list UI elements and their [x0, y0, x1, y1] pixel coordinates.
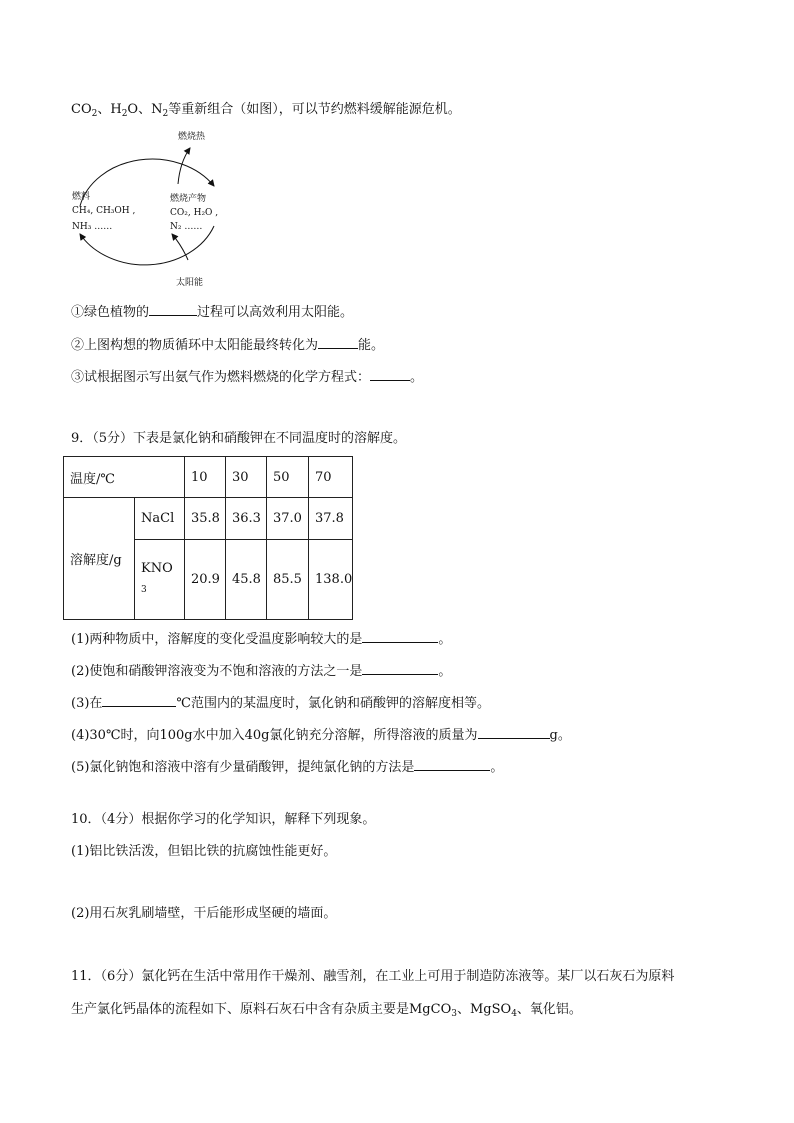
formula-h2o: 、H	[97, 102, 122, 117]
answer-blank[interactable]	[414, 758, 490, 771]
heat-arrow	[178, 148, 190, 184]
q10-title: 10．（4分）根据你学习的化学知识，解释下列现象。	[71, 812, 376, 827]
q9-sub3-text-end: ℃范围内的某温度时，氯化钠和硝酸钾的溶解度相等。	[176, 696, 490, 711]
product-formulas-2: N₂ ……	[170, 222, 203, 232]
subscript: 2	[121, 109, 128, 119]
subscript: 4	[511, 1009, 517, 1019]
q9-title: 9．（5分）下表是氯化钠和硝酸钾在不同温度时的溶解度。	[71, 431, 407, 446]
q11-line2	[71, 1001, 582, 1023]
answer-blank[interactable]	[318, 336, 358, 349]
table-cell: 30	[226, 457, 267, 498]
answer-blank[interactable]	[362, 630, 438, 643]
q8-sub3-text: ③试根据图示写出氨气作为燃料燃烧的化学方程式：	[71, 370, 371, 385]
q9-sub1	[71, 630, 451, 649]
subscript: 2	[162, 109, 169, 119]
subscript: 2	[91, 109, 98, 119]
table-row-label-kno3	[135, 540, 185, 620]
fuel-title: 燃料	[72, 192, 91, 202]
fuel-formulas-1: CH₄, CH₃OH ,	[72, 206, 136, 216]
subscript: 3	[451, 1009, 457, 1019]
q9-sub2-text: (2)使饱和硝酸钾溶液变为不饱和溶液的方法之一是	[71, 664, 363, 679]
subscript: 3	[141, 585, 147, 595]
table-cell: 37.8	[309, 498, 353, 540]
q8-sub2-text: ②上图构想的物质循环中太阳能最终转化为	[71, 338, 319, 353]
q10-sub1: (1)铝比铁活泼，但铝比铁的抗腐蚀性能更好。	[71, 844, 337, 859]
q8-sub3	[71, 368, 423, 387]
q9-sub3	[71, 694, 490, 713]
q8-sub3-text-end: 。	[410, 370, 424, 385]
intro-text: 等重新组合（如图），可以节约燃料缓解能源危机。	[168, 102, 461, 117]
q10-sub2: (2)用石灰乳刷墙壁，干后能形成坚硬的墙面。	[71, 906, 337, 921]
table-cell: 85.5	[267, 540, 309, 620]
q9-sub1-text: (1)两种物质中，溶解度的变化受温度影响较大的是	[71, 632, 363, 647]
q9-sub2-end: 。	[438, 664, 452, 679]
q11-line2-text: 、MgSO	[456, 1002, 512, 1017]
table-cell: 37.0	[267, 498, 309, 540]
table-cell: 70	[309, 457, 353, 498]
answer-blank[interactable]	[102, 694, 176, 707]
q8-sub1-text-end: 过程可以高效利用太阳能。	[197, 305, 354, 320]
q9-sub5-text: (5)氯化钠饱和溶液中溶有少量硝酸钾，提纯氯化钠的方法是	[71, 760, 415, 775]
intro-line	[71, 101, 461, 123]
q9-sub4-text-end: g。	[549, 728, 571, 743]
q9-sub4	[71, 726, 571, 745]
table-cell: 20.9	[185, 540, 226, 620]
answer-blank[interactable]	[478, 726, 550, 739]
formula-co2: CO	[71, 102, 92, 117]
solar-energy-label: 太阳能	[176, 278, 204, 288]
q11-line1: 11．（6分）氯化钙在生活中常用作干燥剂、融雪剂，在工业上可用于制造防冻液等。某厂以石灰石为原料	[71, 969, 675, 984]
table-cell: 35.8	[185, 498, 226, 540]
q8-sub1-text: ①绿色植物的	[71, 305, 150, 320]
table-cell: 36.3	[226, 498, 267, 540]
kno3-text: KNO	[141, 561, 173, 576]
q9-sub5	[71, 758, 503, 777]
sunlight-arrow	[172, 234, 188, 260]
q9-sub4-text: (4)30℃时，向100g水中加入40g氯化钠充分溶解，所得溶液的质量为	[71, 728, 478, 743]
q9-sub2	[71, 662, 451, 681]
table-row	[64, 498, 353, 540]
formula-n2: O、N	[127, 102, 163, 117]
table-cell: 138.0	[309, 540, 353, 620]
solubility-table	[63, 456, 353, 620]
fuel-formulas-2: NH₃ ……	[72, 222, 113, 232]
answer-blank[interactable]	[149, 303, 197, 316]
table-row	[64, 457, 353, 498]
table-header-temp: 温度/℃	[64, 457, 185, 498]
answer-blank[interactable]	[362, 662, 438, 675]
table-cell: 50	[267, 457, 309, 498]
table-cell: 45.8	[226, 540, 267, 620]
material-cycle-diagram	[66, 126, 236, 298]
table-row-label-nacl: NaCl	[135, 498, 185, 540]
q8-sub2	[71, 336, 384, 355]
heat-label: 燃烧热	[178, 132, 206, 142]
product-title: 燃烧产物	[170, 194, 207, 204]
q8-sub2-text-end: 能。	[358, 338, 385, 353]
q9-sub1-end: 。	[438, 632, 452, 647]
answer-blank[interactable]	[370, 368, 410, 381]
q8-sub1	[71, 303, 353, 322]
q9-sub5-end: 。	[490, 760, 504, 775]
q11-line2-text: 、氧化铝。	[516, 1002, 582, 1017]
table-cell: 10	[185, 457, 226, 498]
table-header-solubility: 溶解度/g	[64, 498, 135, 620]
product-formulas-1: CO₂, H₂O ,	[170, 208, 219, 218]
q11-line2-text: 生产氯化钙晶体的流程如下、原料石灰石中含有杂质主要是MgCO	[71, 1002, 452, 1017]
q9-sub3-text: (3)在	[71, 696, 103, 711]
